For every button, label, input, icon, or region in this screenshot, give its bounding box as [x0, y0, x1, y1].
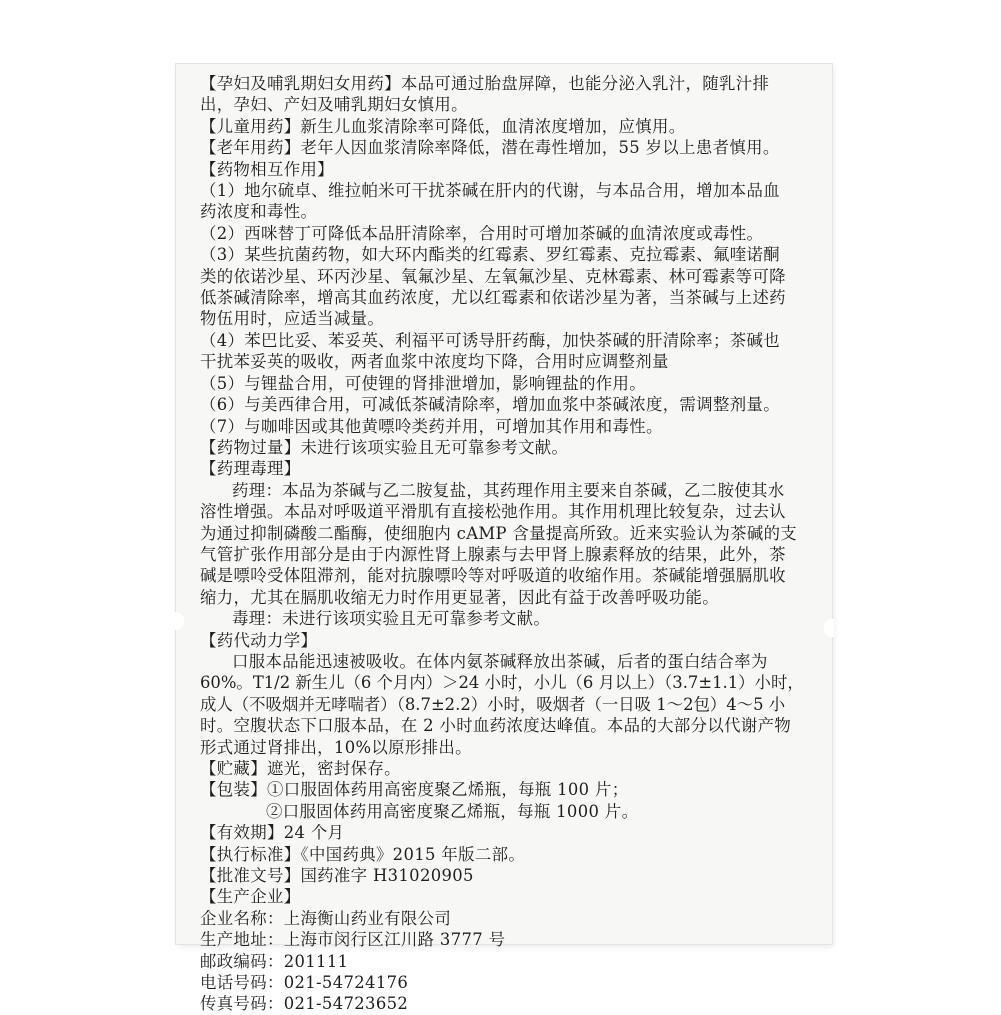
pharmacology-line-3: 为通过抑制磷酸二酯酶，使细胞内 cAMP 含量提高所致。近来实验认为茶碱的支	[200, 523, 798, 543]
fax-number: 传真号码：021-54723652	[200, 994, 409, 1014]
pharmacology-line-1: 药理：本品为茶碱与乙二胺复盐，其药理作用主要来自茶碱，乙二胺使其水	[232, 480, 785, 500]
manufacturer-heading: 【生产企业】	[200, 887, 301, 907]
pk-line-5: 形式通过肾排出，10%以原形排出。	[200, 737, 472, 757]
package-line-2: ②口服固体药用高密度聚乙烯瓶，每瓶 1000 片。	[266, 801, 639, 821]
approval-number: 【批准文号】国药准字 H31020905	[200, 866, 474, 886]
production-address: 生产地址：上海市闵行区江川路 3777 号	[200, 930, 506, 950]
company-name: 企业名称：上海衡山药业有限公司	[200, 908, 452, 928]
pregnancy-line-1: 【孕妇及哺乳期妇女用药】本品可通过胎盘屏障，也能分泌入乳汁，随乳汁排	[200, 74, 770, 93]
interaction-3-line-1: （3）某些抗菌药物，如大环内酯类的红霉素、罗红霉素、克拉霉素、氟喹诺酮	[200, 245, 780, 265]
standard: 【执行标准】《中国药典》2015 年版二部。	[200, 844, 526, 864]
interaction-3-line-3: 低茶碱清除率，增高其血药浓度，尤以红霉素和依诺沙星为著，当茶碱与上述药	[200, 288, 786, 308]
interaction-3-line-4: 物伍用时，应适当减量。	[200, 309, 385, 329]
interaction-1-line-2: 药浓度和毒性。	[200, 202, 318, 222]
pregnancy-line-2: 出，孕妇、产妇及哺乳期妇女慎用。	[200, 95, 468, 115]
leaflet-sheet	[176, 64, 832, 1014]
toxicology: 毒理：未进行该项实验且无可靠参考文献。	[232, 609, 551, 629]
interaction-4-line-1: （4）苯巴比妥、苯妥英、利福平可诱导肝药酶，加快茶碱的肝清除率；茶碱也	[200, 330, 780, 350]
phone-number: 电话号码：021-54724176	[200, 973, 409, 993]
tear-notch-left	[174, 612, 184, 630]
pk-heading: 【药代动力学】	[200, 630, 318, 650]
pharmacology-line-6: 缩力，尤其在膈肌收缩无力时作用更显著，因此有益于改善呼吸功能。	[200, 587, 719, 607]
validity: 【有效期】24 个月	[200, 823, 345, 843]
pk-line-1: 口服本品能迅速被吸收。在体内氨茶碱释放出茶碱，后者的蛋白结合率为	[232, 651, 768, 671]
overdose: 【药物过量】未进行该项实验且无可靠参考文献。	[200, 437, 569, 457]
pk-line-3: 成人（不吸烟并无哮喘者）（8.7±2.2）小时，吸烟者（一日吸 1～2包）4～5 小	[200, 694, 786, 714]
pharmacology-line-2: 溶性增强。本品对呼吸道平滑肌有直接松弛作用。其作用机理比较复杂，过去认	[200, 502, 786, 522]
storage: 【贮藏】遮光，密封保存。	[200, 759, 401, 778]
tear-notch-right	[824, 619, 834, 637]
interaction-4-line-2: 干扰苯妥英的吸收，两者血浆中浓度均下降，合用时应调整剂量	[200, 352, 669, 372]
postcode: 邮政编码：201111	[200, 951, 349, 971]
pharmacology-line-4: 气管扩张作用部分是由于内源性肾上腺素与去甲肾上腺素释放的结果，此外，茶	[200, 544, 786, 564]
elderly-use: 【老年用药】老年人因血浆清除率降低，潜在毒性增加，55 岁以上患者慎用。	[200, 138, 780, 158]
interaction-2: （2）西咪替丁可降低本品肝清除率，合用时可增加茶碱的血清浓度或毒性。	[200, 223, 764, 243]
pk-line-4: 时。空腹状态下口服本品，在 2 小时血药浓度达峰值。本品的大部分以代谢产物	[200, 716, 792, 736]
pharmacology-line-5: 碱是嘌呤受体阻滞剂，能对抗腺嘌呤等对呼吸道的收缩作用。茶碱能增强膈肌收	[200, 566, 786, 586]
package-line-1: 【包装】①口服固体药用高密度聚乙烯瓶，每瓶 100 片；	[200, 780, 629, 800]
leaflet-text	[200, 73, 820, 1015]
interactions-heading: 【药物相互作用】	[200, 159, 334, 179]
interaction-1-line-1: （1）地尔硫卓、维拉帕米可干扰茶碱在肝内的代谢，与本品合用，增加本品血	[200, 181, 780, 201]
pharm-tox-heading: 【药理毒理】	[200, 459, 301, 479]
interaction-5: （5）与锂盐合用，可使锂的肾排泄增加，影响锂盐的作用。	[200, 373, 647, 393]
children-use: 【儿童用药】新生儿血浆清除率可降低，血清浓度增加，应慎用。	[200, 116, 686, 136]
interaction-7: （7）与咖啡因或其他黄嘌呤类药并用，可增加其作用和毒性。	[200, 416, 663, 436]
interaction-3-line-2: 类的依诺沙星、环丙沙星、氧氟沙星、左氧氟沙星、克林霉素、林可霉素等可降	[200, 266, 786, 286]
interaction-6: （6）与美西律合用，可减低茶碱清除率，增加血浆中茶碱浓度，需调整剂量。	[200, 395, 780, 415]
pk-line-2: 60%。T1/2 新生儿（6 个月内）＞24 小时，小儿（6 月以上）（3.7±1.1）小时，	[200, 673, 804, 693]
